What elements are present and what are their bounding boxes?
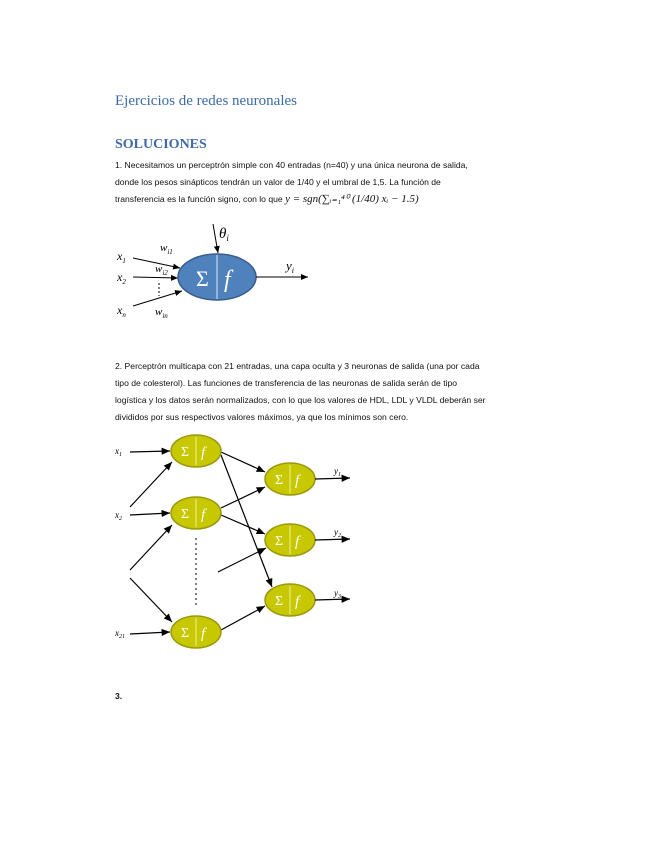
input-label-xn: $x_n$ [117,303,126,319]
mlp-output-arrow [315,539,350,540]
svg-text:f: f [295,594,300,610]
output-neuron-1 [265,463,315,495]
sign-formula: y = sgn(∑ᵢ₌₁⁴⁰ (1/40) xᵢ − 1.5) [285,193,419,205]
svg-text:Σ: Σ [275,473,284,488]
mlp-connection [221,487,265,508]
document-title: Ejercicios de redes neuronales [115,93,297,109]
exercise-2-line: tipo de colesterol). Las funciones de transferencia de las neuronas de salida serán de tipo [115,378,458,388]
exercise-2-line: 2. Perceptrón multicapa con 21 entradas, una capa oculta y 3 neuronas de salida (una por cada [115,361,480,371]
mlp-connection [130,525,172,570]
mlp-connection [221,515,265,534]
exercise-2-line: logística y los datos serán normalizados, con lo que los valores de HDL, LDL y VLDL deberán ser [115,395,486,405]
mlp-connection [130,513,170,515]
svg-text:Σ: Σ [275,594,284,609]
input-label-x2: $x_2$ [117,270,126,286]
input-label-x1: $x_1$ [117,249,126,265]
hidden-neuron-n [171,616,221,648]
exercise-1-line-text: transferencia es la función signo, con lo que [115,194,283,204]
svg-text:f: f [201,445,206,461]
svg-text:f: f [201,626,206,642]
mlp-input-label-x2: $x_2$ [115,510,122,522]
mlp-output-label-y1: $y_1$ [334,466,341,478]
mlp-connection [130,632,170,634]
mlp-connection [130,451,170,452]
mlp-output-arrow [315,478,350,479]
exercise-1-line: donde los pesos sinápticos tendrán un valor de 1/40 y el umbral de 1,5. La función de [115,177,441,187]
mlp-connection [221,606,265,630]
mlp-input-label-x1: $x_1$ [115,446,122,458]
mlp-output-arrow [315,599,350,600]
hidden-neuron-2 [171,497,221,529]
weight-label-wi2: $w_{i2}$ [155,263,168,277]
hidden-neuron-1 [171,435,221,467]
neuron-function-symbol: f [224,267,231,293]
svg-text:Σ: Σ [181,507,190,522]
threshold-label: $\theta_i$ [219,226,229,243]
mlp-output-label-y3: $y_3$ [334,588,341,600]
weight-label-win: $w_{in}$ [155,306,168,320]
mlp-output-label-y2: $y_2$ [334,527,341,539]
output-neuron-3 [265,584,315,616]
exercise-3-label: 3. [115,691,123,701]
exercise-2-line: divididos por sus respectivos valores máximos, ya que los mínimos son cero. [115,412,409,422]
mlp-connection [221,452,265,472]
output-label: $y_i$ [286,258,295,275]
mlp-connection [218,548,266,572]
weight-label-wi1: $w_{i1}$ [160,242,173,256]
svg-text:Σ: Σ [181,445,190,460]
mlp-input-label-x21: $x_{21}$ [115,628,125,640]
svg-text:Σ: Σ [275,534,284,549]
svg-text:f: f [201,507,206,523]
exercise-1-line: 1. Necesitamos un perceptrón simple con 40 entradas (n=40) y una única neurona de salida, [115,160,468,170]
svg-text:f: f [295,534,300,550]
svg-text:f: f [295,473,300,489]
svg-text:Σ: Σ [181,626,190,641]
mlp-connection [130,462,172,507]
mlp-connection [130,578,172,622]
neuron-sum-symbol: Σ [196,266,209,291]
output-neuron-2 [265,524,315,556]
solutions-heading: SOLUCIONES [115,137,207,152]
